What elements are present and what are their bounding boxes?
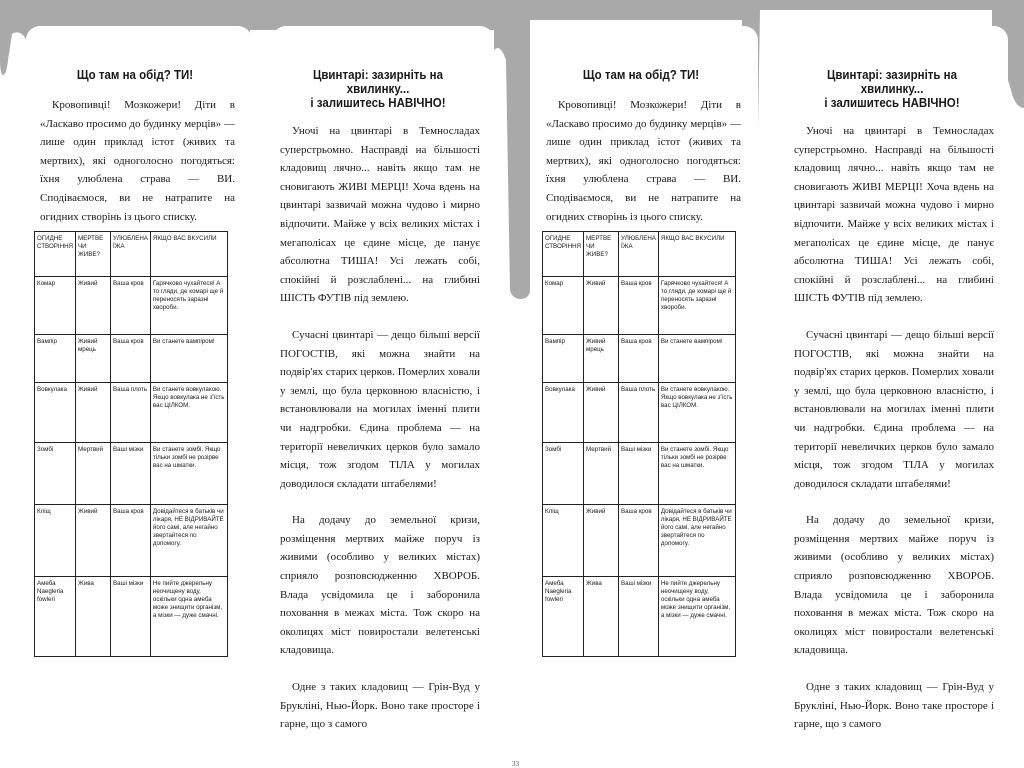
article-heading-line-1: Цвинтарі: зазирніть на хвилинку... bbox=[826, 68, 958, 96]
table-cell: Не пийте джерельну неочищену воду, оскільки одна амеба може знищити організм, а мізки — дуже смачні. bbox=[658, 577, 735, 657]
article-heading-line-2: і залишитесь НАВІЧНО! bbox=[824, 96, 960, 110]
table-row bbox=[543, 383, 736, 443]
article-paragraph: На додачу до земельної кризи, розміщення мертвих майже поруч із живими (особливо у великих містах) сприяло розповсюдженню ХВОРОБ. Влада усвідомила це і заборонила поховання в межах міста. Тож скоро на околицях міст повиростали велетенські кладовища. bbox=[280, 514, 480, 657]
table-cell: Живий bbox=[584, 505, 619, 577]
table-cell: Жива bbox=[584, 577, 619, 657]
table-cell: Комар bbox=[35, 277, 76, 335]
creature-table bbox=[34, 231, 228, 657]
page-1 bbox=[26, 26, 252, 766]
table-cell: Мертвий bbox=[76, 443, 111, 505]
article-heading-line-1: Цвинтарі: зазирніть на хвилинку... bbox=[312, 68, 444, 96]
table-cell: Ваші мізки bbox=[619, 577, 659, 657]
article-paragraph: На додачу до земельної кризи, розміщення мертвих майже поруч із живими (особливо у великих містах) сприяло розповсюдженню ХВОРОБ. Влада усвідомила це і заборонила поховання в межах міста. Тож скоро на околицях міст повиростали велетенські кладовища. bbox=[794, 514, 994, 657]
table-row bbox=[35, 277, 228, 335]
table-cell: Ви станете вовкулакою. Якщо вовкулака не з'їсть вас ЦІЛКОМ. bbox=[150, 383, 227, 443]
table-cell: Ви станете вовкулакою. Якщо вовкулака не з'їсть вас ЦІЛКОМ. bbox=[658, 383, 735, 443]
page-2 bbox=[272, 26, 494, 766]
table-cell: Живий bbox=[584, 383, 619, 443]
table-row bbox=[543, 335, 736, 383]
table-cell: Ваша кров bbox=[619, 335, 659, 383]
table-cell: Ваші мізки bbox=[111, 443, 151, 505]
table-cell: Ви станете зомбі. Якщо тільки зомбі не розірве вас на шматки. bbox=[658, 443, 735, 505]
table-cell: Ваші мізки bbox=[111, 577, 151, 657]
table-cell: Вовкулака bbox=[35, 383, 76, 443]
table-cell: Ви станете вампіром! bbox=[150, 335, 227, 383]
table-cell: Ваша кров bbox=[111, 335, 151, 383]
article-intro: Кровопивці! Мозкожери! Діти в «Ласкаво просимо до будинку мерців» — лише один приклад істот (живих та мертвих), які одноголосно погодяться: їхня улюблена страва — ВИ. Сподіваємося, ви не натрапите на огидних створінь із цього списку. bbox=[546, 99, 741, 223]
page-3 bbox=[532, 26, 758, 766]
table-header: ЯКЩО ВАС ВКУСИЛИ bbox=[150, 232, 227, 277]
table-row bbox=[35, 443, 228, 505]
table-row bbox=[543, 505, 736, 577]
page-4 bbox=[786, 26, 1008, 766]
table-cell: Ваша кров bbox=[111, 505, 151, 577]
table-cell: Живий bbox=[76, 505, 111, 577]
table-cell: Живий мрець bbox=[76, 335, 111, 383]
table-row bbox=[543, 443, 736, 505]
table-cell: Гарячково чухайтеся! А то гляди, де комарі ще й переносять заразні хвороби. bbox=[658, 277, 735, 335]
table-header: УЛЮБЛЕНА ЇЖА bbox=[111, 232, 151, 277]
table-row bbox=[543, 277, 736, 335]
table-row bbox=[543, 577, 736, 657]
table-row bbox=[35, 505, 228, 577]
table-cell: Вампір bbox=[35, 335, 76, 383]
table-cell: Ваша кров bbox=[619, 277, 659, 335]
table-cell: Зомбі bbox=[35, 443, 76, 505]
article-heading-line-2: і залишитесь НАВІЧНО! bbox=[310, 96, 446, 110]
table-cell: Гарячково чухайтеся! А то гляди, де комарі ще й переносять заразні хвороби. bbox=[150, 277, 227, 335]
table-cell: Зомбі bbox=[543, 443, 584, 505]
article-paragraph: Одне з таких кладовищ — Грін-Вуд у Брукліні, Нью-Йорк. Воно таке просторе і гарне, що з самого bbox=[280, 681, 480, 731]
table-cell: Не пийте джерельну неочищену воду, оскільки одна амеба може знищити організм, а мізки — дуже смачні. bbox=[150, 577, 227, 657]
table-header: УЛЮБЛЕНА ЇЖА bbox=[619, 232, 659, 277]
table-cell: Живий bbox=[76, 383, 111, 443]
table-cell: Жива bbox=[76, 577, 111, 657]
table-row bbox=[35, 383, 228, 443]
table-cell: Вампір bbox=[543, 335, 584, 383]
table-cell: Довідайтеся в батьків чи лікаря, НЕ ВІДРИВАЙТЕ його самі, але негайно звертайтеся по допомогу. bbox=[658, 505, 735, 577]
table-cell: Ви станете вампіром! bbox=[658, 335, 735, 383]
article-intro: Кровопивці! Мозкожери! Діти в «Ласкаво просимо до будинку мерців» — лише один приклад істот (живих та мертвих), які одноголосно погодяться: їхня улюблена страва — ВИ. Сподіваємося, ви не натрапите на огидних створінь із цього списку. bbox=[40, 99, 235, 223]
table-cell: Кліщ bbox=[35, 505, 76, 577]
table-header: ОГИДНЕ СТВОРІННЯ bbox=[543, 232, 584, 277]
table-cell: Ваша кров bbox=[111, 277, 151, 335]
table-header: МЕРТВЕ ЧИ ЖИВЕ? bbox=[76, 232, 111, 277]
table-cell: Амеба Naegleria fowleri bbox=[543, 577, 584, 657]
table-cell: Ви станете зомбі. Якщо тільки зомбі не розірве вас на шматки. bbox=[150, 443, 227, 505]
table-header: МЕРТВЕ ЧИ ЖИВЕ? bbox=[584, 232, 619, 277]
table-cell: Амеба Naegleria fowleri bbox=[35, 577, 76, 657]
table-cell: Кліщ bbox=[543, 505, 584, 577]
table-header: ЯКЩО ВАС ВКУСИЛИ bbox=[658, 232, 735, 277]
article-heading: Що там на обід? ТИ! bbox=[582, 68, 700, 82]
table-cell: Живий bbox=[584, 277, 619, 335]
table-cell: Довідайтеся в батьків чи лікаря, НЕ ВІДРИВАЙТЕ його самі, але негайно звертайтеся по допомогу. bbox=[150, 505, 227, 577]
table-header-row bbox=[543, 232, 736, 277]
table-header-row bbox=[35, 232, 228, 277]
article-heading: Що там на обід? ТИ! bbox=[76, 68, 194, 82]
page-number: 33 bbox=[512, 760, 519, 768]
table-cell: Ваша кров bbox=[619, 505, 659, 577]
table-cell: Вовкулака bbox=[543, 383, 584, 443]
article-paragraph: Уночі на цвинтарі в Темносладах суперстрьомно. Насправді на більшості кладовищ лячно... навіть якщо там не сновигають ЖИВІ МЕРЦІ! Хоча вдень на цвинтарі зазвичай можна чудово і мирно відпочити. Майже у всіх великих містах і мегаполісах це єдине місце, де панує абсолютна ТИША! Усі лежать собі, спокійні й розслаблені... на глибині ШІСТЬ ФУТІВ під землею. bbox=[280, 125, 480, 305]
article-paragraph: Одне з таких кладовищ — Грін-Вуд у Брукліні, Нью-Йорк. Воно таке просторе і гарне, що з самого bbox=[794, 681, 994, 731]
article-paragraph: Сучасні цвинтарі — дещо більші версії ПОГОСТІВ, які можна знайти на подвір'ях старих церков. Померлих ховали у землі, що була церковною власністю, і встановлювали на могилах іменні плити чи надгробки. Єдина проблема — на території невеличких церков було замало місця, тож згодом ТІЛА у могилах доводилося складати штабелями! bbox=[280, 328, 480, 490]
table-cell: Живий bbox=[76, 277, 111, 335]
table-cell: Ваші мізки bbox=[619, 443, 659, 505]
creature-table bbox=[542, 231, 736, 657]
table-header: ОГИДНЕ СТВОРІННЯ bbox=[35, 232, 76, 277]
table-cell: Ваша плоть bbox=[111, 383, 151, 443]
table-row bbox=[35, 335, 228, 383]
table-cell: Ваша плоть bbox=[619, 383, 659, 443]
article-paragraph: Уночі на цвинтарі в Темносладах суперстрьомно. Насправді на більшості кладовищ лячно... навіть якщо там не сновигають ЖИВІ МЕРЦІ! Хоча вдень на цвинтарі зазвичай можна чудово і мирно відпочити. Майже у всіх великих містах і мегаполісах це єдине місце, де панує абсолютна ТИША! Усі лежать собі, спокійні й розслаблені... на глибині ШІСТЬ ФУТІВ під землею. bbox=[794, 125, 994, 305]
article-paragraph: Сучасні цвинтарі — дещо більші версії ПОГОСТІВ, які можна знайти на подвір'ях старих церков. Померлих ховали у землі, що була церковною власністю, і встановлювали на могилах іменні плити чи надгробки. Єдина проблема — на території невеличких церков було замало місця, тож згодом ТІЛА у могилах доводилося складати штабелями! bbox=[794, 328, 994, 490]
table-cell: Живий мрець bbox=[584, 335, 619, 383]
table-cell: Мертвий bbox=[584, 443, 619, 505]
table-row bbox=[35, 577, 228, 657]
table-cell: Комар bbox=[543, 277, 584, 335]
